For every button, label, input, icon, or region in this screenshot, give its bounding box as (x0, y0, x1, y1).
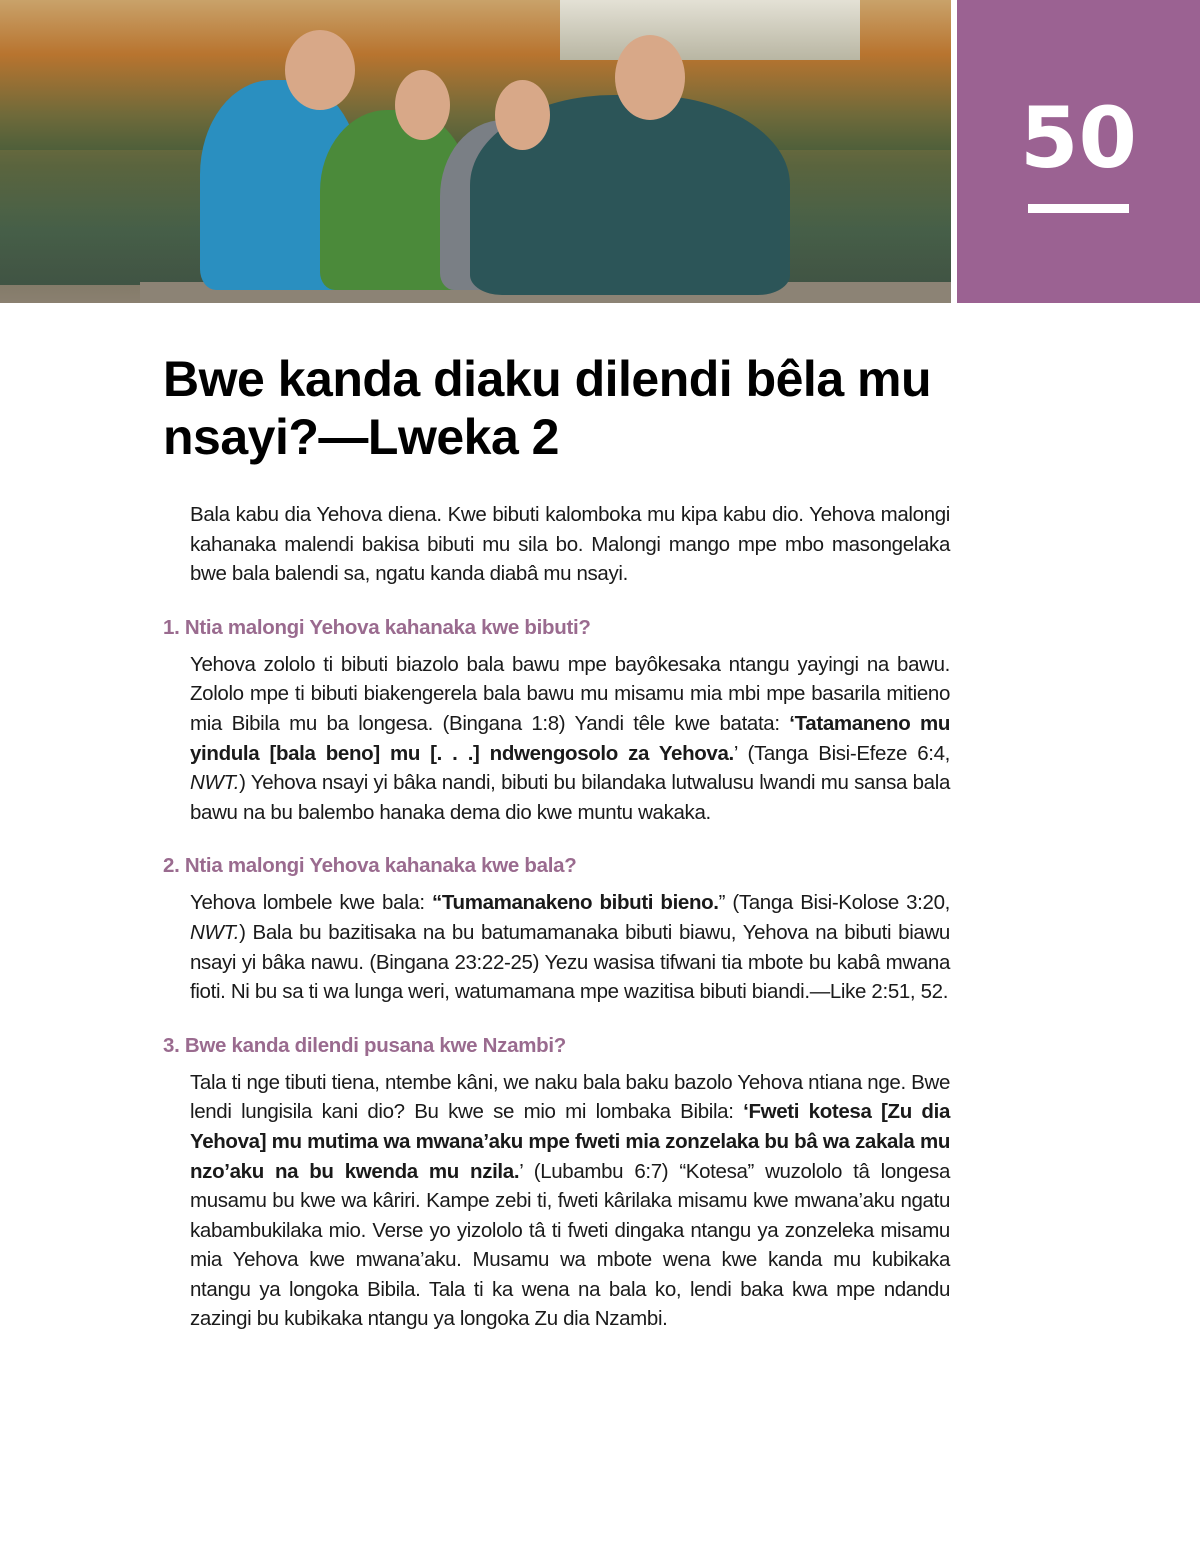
lesson-number-underline (1028, 204, 1129, 213)
section-question: 1. Ntia malongi Yehova kahanaka kwe bibuti? (163, 615, 591, 639)
scripture-quote: ‘Tatamaneno mu yindula [bala beno] mu [. . .] ndwengosolo za Yehova. (190, 711, 951, 765)
section-paragraph (190, 1068, 950, 1334)
page-title: Bwe kanda diaku dilendi bêla mu nsayi?—Lweka 2 (163, 351, 932, 465)
photo-sky (560, 0, 860, 60)
text-run: ’ (Tanga Bisi-Efeze 6:4, (733, 741, 950, 765)
lesson-number: 50 (1020, 89, 1137, 187)
photo-head (285, 30, 355, 110)
text-run: Bala kabu dia Yehova diena. Kwe bibuti kalomboka mu kipa kabu dio. Yehova malongi kahanaka malendi bakisa bibuti mu sila bo. Malongi mango mpe mbo masongelaka bwe bala balendi sa, ngatu kanda diabâ mu nsayi. (190, 503, 950, 586)
text-run: ” (Tanga Bisi-Kolose 3:20, (718, 891, 950, 915)
bible-version: NWT. (190, 920, 240, 944)
photo-head (615, 35, 685, 120)
hero-photo (0, 0, 951, 303)
text-run: Yehova zololo ti bibuti biazolo bala bawu mpe bayôkesaka ntangu yayingi na bawu. Zololo mpe ti bibuti biakengerela bala bawu mu misamu mia mbi mpe basarila mitieno mia Bibila mu ba longesa. (Bingana 1:8) Yandi têle kwe batata: (190, 652, 950, 735)
section-paragraph (190, 650, 950, 828)
lesson-number-badge (957, 0, 1200, 303)
text-run: ) Yehova nsayi yi bâka nandi, bibuti bu bilandaka lutwalusu lwandi mu sansa bala bawu na bu balembo hanaka dema dio kwe muntu wakaka. (190, 771, 950, 824)
bible-version: NWT. (190, 771, 240, 795)
photo-head (495, 80, 550, 150)
text-run: ’ (Lubambu 6:7) “Kotesa” wuzololo tâ longesa musamu bu kwe wa kâriri. Kampe zebi ti, fweti kârilaka misamu kwe mwana’aku ngatu kabambukilaka mio. Verse yo yizololo tâ ti fweti dingaka ntangu ya zonzeleka misamu mia Yehova kwe mwana’aku. Musamu wa mbote wena kwe kanda mu kubikaka ntangu ya longoka Bibila. Tala ti ka wena na bala ko, lendi baka kwa mpe ndandu zazingi bu kubikaka ntangu ya longoka Zu dia Nzambi. (190, 1159, 950, 1331)
section-question: 2. Ntia malongi Yehova kahanaka kwe bala? (163, 854, 577, 878)
section-question: 3. Bwe kanda dilendi pusana kwe Nzambi? (163, 1033, 566, 1057)
text-run: Tala ti nge tibuti tiena, ntembe kâni, we naku bala baku bazolo Yehova ntiana nge. Bwe lendi lungisila kani dio? Bu kwe se mio mi lombaka Bibila: (190, 1070, 950, 1124)
lesson-content (163, 500, 950, 1334)
scripture-quote: “Tumamanakeno bibuti bieno. (431, 891, 719, 915)
text-run: ) Bala bu bazitisaka na bu batumamanaka bibuti biawu, Yehova na bibuti biawu nsayi yi bâka nawu. (Bingana 23:22-25) Yezu wasisa tifwani tia mbote bu kabâ mwana fioti. Ni bu sa ti wa lunga weri, watumamana mpe wazitisa bibuti biandi.—Like 2:51, 52. (190, 920, 950, 1004)
scripture-quote: ‘Fweti kotesa [Zu dia Yehova] mu mutima wa mwana’aku mpe fweti mia zonzelaka bu bâ wa zakala mu nzo’aku na bu kwenda mu nzila. (190, 1100, 950, 1183)
text-run: Yehova lombele kwe bala: (190, 891, 432, 915)
intro-paragraph (190, 500, 950, 589)
section-paragraph (190, 888, 950, 1006)
photo-head (395, 70, 450, 140)
